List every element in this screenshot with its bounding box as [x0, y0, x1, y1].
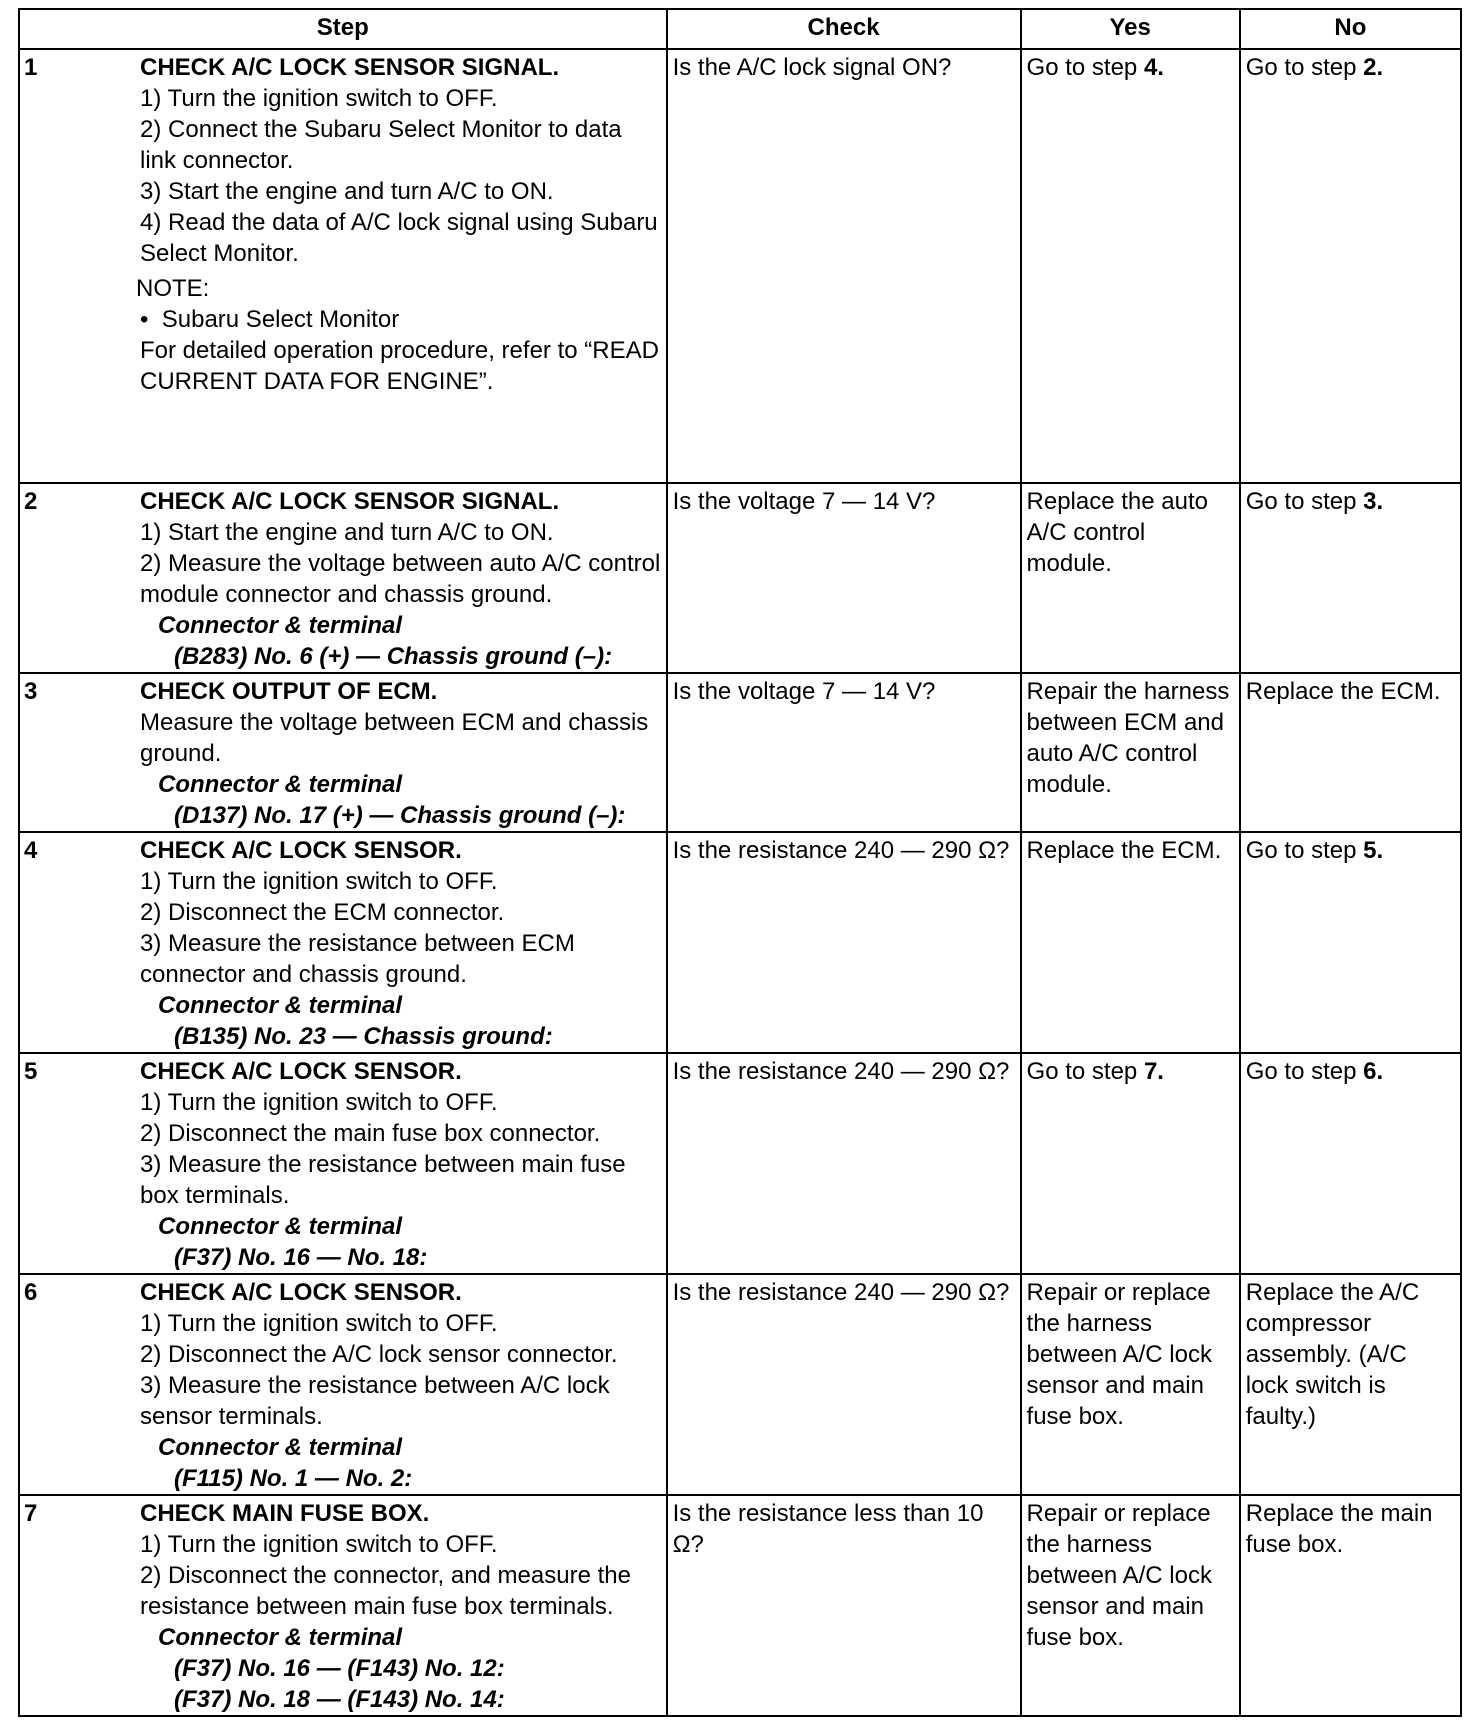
no-cell — [1240, 483, 1461, 673]
no-cell — [1240, 832, 1461, 1053]
yes-cell — [1021, 1274, 1240, 1495]
connector-terminal-value: (B283) No. 6 (+) — Chassis ground (–): — [174, 643, 613, 670]
check-cell: Is the resistance 240 — 290 Ω? — [667, 832, 1021, 1053]
connector-terminal-value: (D137) No. 17 (+) — Chassis ground (–): — [174, 802, 626, 829]
note-text: For detailed operation procedure, refer to “READ CURRENT DATA FOR ENGINE”. — [140, 337, 659, 395]
yes-text: Repair the harness between ECM and auto A/C control module. — [1026, 678, 1230, 798]
step-body — [140, 835, 661, 1052]
step-title: CHECK MAIN FUSE BOX. — [140, 1500, 430, 1527]
connector-terminal-value: (F115) No. 1 — No. 2: — [174, 1465, 413, 1492]
no-step-ref: 5. — [1363, 837, 1384, 864]
check-cell: Is the voltage 7 — 14 V? — [667, 483, 1021, 673]
note-bullet — [140, 304, 661, 335]
step-body — [140, 676, 661, 831]
step-instruction: 3) Measure the resistance between main fuse box terminals. — [140, 1151, 626, 1209]
step-title: CHECK A/C LOCK SENSOR SIGNAL. — [140, 488, 560, 515]
connector-terminal-label: Connector & terminal — [158, 1434, 403, 1461]
step-instruction: 1) Turn the ignition switch to OFF. — [140, 1531, 498, 1558]
connector-terminal-value: (F37) No. 16 — (F143) No. 12: — [174, 1655, 505, 1682]
header-yes: Yes — [1021, 9, 1240, 49]
no-step-ref: 3. — [1363, 488, 1384, 515]
header-check: Check — [667, 9, 1021, 49]
step-instruction: 2) Disconnect the main fuse box connector. — [140, 1120, 601, 1147]
yes-text: Replace the ECM. — [1026, 837, 1222, 864]
yes-cell — [1021, 673, 1240, 832]
connector-terminal-label: Connector & terminal — [158, 771, 403, 798]
step-body — [140, 1277, 661, 1494]
no-cell — [1240, 1495, 1461, 1716]
step-number: 6 — [24, 1279, 38, 1306]
step-instruction: 2) Measure the voltage between auto A/C control module connector and chassis ground. — [140, 550, 661, 608]
step-instruction: 1) Start the engine and turn A/C to ON. — [140, 519, 554, 546]
header-row — [19, 9, 1461, 49]
step-number: 5 — [24, 1058, 38, 1085]
step-cell — [19, 1495, 667, 1716]
no-cell — [1240, 1274, 1461, 1495]
table-row — [19, 1495, 1461, 1716]
step-body — [140, 1056, 661, 1273]
step-instruction: 3) Measure the resistance between ECM connector and chassis ground. — [140, 930, 575, 988]
no-cell — [1240, 1053, 1461, 1274]
step-cell — [19, 673, 667, 832]
step-instruction: 4) Read the data of A/C lock signal using Subaru Select Monitor. — [140, 209, 658, 267]
step-instruction: 2) Disconnect the A/C lock sensor connector. — [140, 1341, 618, 1368]
diagnostic-table — [18, 8, 1462, 1717]
header-step: Step — [19, 9, 667, 49]
note-bullet-text: Subaru Select Monitor — [161, 306, 400, 333]
connector-terminal-label: Connector & terminal — [158, 992, 403, 1019]
no-text: Replace the main fuse box. — [1245, 1500, 1433, 1558]
yes-step-ref: 4. — [1143, 54, 1164, 81]
no-text: Replace the A/C compressor assembly. (A/C lock switch is faulty.) — [1245, 1279, 1420, 1430]
no-text: Replace the ECM. — [1245, 678, 1441, 705]
step-title: CHECK OUTPUT OF ECM. — [140, 678, 438, 705]
yes-cell — [1021, 832, 1240, 1053]
table-row — [19, 1053, 1461, 1274]
check-cell: Is the resistance 240 — 290 Ω? — [667, 1053, 1021, 1274]
step-number: 3 — [24, 678, 38, 705]
no-step-ref: 6. — [1363, 1058, 1384, 1085]
check-cell: Is the resistance 240 — 290 Ω? — [667, 1274, 1021, 1495]
connector-terminal-label: Connector & terminal — [158, 1624, 403, 1651]
yes-text: Replace the auto A/C control module. — [1026, 488, 1208, 577]
no-cell — [1240, 673, 1461, 832]
step-cell — [19, 832, 667, 1053]
step-instruction: 3) Measure the resistance between A/C lock sensor terminals. — [140, 1372, 610, 1430]
step-number: 1 — [24, 54, 38, 81]
table-row — [19, 483, 1461, 673]
table-row — [19, 49, 1461, 483]
note-label: NOTE: — [136, 275, 210, 302]
table-row — [19, 673, 1461, 832]
yes-text: Go to step — [1026, 1058, 1144, 1085]
step-number: 2 — [24, 488, 38, 515]
step-title: CHECK A/C LOCK SENSOR SIGNAL. — [140, 54, 560, 81]
no-text: Go to step — [1245, 54, 1364, 81]
connector-terminal-value: (F37) No. 16 — No. 18: — [174, 1244, 428, 1271]
step-cell — [19, 1053, 667, 1274]
step-instruction: 1) Turn the ignition switch to OFF. — [140, 1310, 498, 1337]
table-row — [19, 1274, 1461, 1495]
step-body — [136, 52, 661, 397]
no-cell — [1240, 49, 1461, 483]
no-step-ref: 2. — [1363, 54, 1384, 81]
step-instruction: 2) Disconnect the ECM connector. — [140, 899, 505, 926]
yes-cell — [1021, 1495, 1240, 1716]
step-instruction: 2) Connect the Subaru Select Monitor to data link connector. — [140, 116, 622, 174]
step-instruction: 3) Start the engine and turn A/C to ON. — [140, 178, 554, 205]
connector-terminal-label: Connector & terminal — [158, 1213, 403, 1240]
yes-text: Go to step — [1026, 54, 1144, 81]
check-cell: Is the voltage 7 — 14 V? — [667, 673, 1021, 832]
no-text: Go to step — [1245, 837, 1364, 864]
step-body — [140, 1498, 661, 1715]
connector-terminal-value: (B135) No. 23 — Chassis ground: — [174, 1023, 553, 1050]
step-number: 7 — [24, 1500, 38, 1527]
step-body — [140, 486, 661, 672]
step-cell — [19, 49, 667, 483]
step-cell — [19, 1274, 667, 1495]
header-no: No — [1240, 9, 1461, 49]
check-cell: Is the A/C lock signal ON? — [667, 49, 1021, 483]
yes-cell — [1021, 483, 1240, 673]
yes-text: Repair or replace the harness between A/C lock sensor and main fuse box. — [1026, 1279, 1212, 1430]
step-title: CHECK A/C LOCK SENSOR. — [140, 837, 462, 864]
yes-cell — [1021, 49, 1240, 483]
step-instruction: 1) Turn the ignition switch to OFF. — [140, 85, 498, 112]
connector-terminal-label: Connector & terminal — [158, 612, 403, 639]
step-instruction: 1) Turn the ignition switch to OFF. — [140, 868, 498, 895]
check-cell: Is the resistance less than 10 Ω? — [667, 1495, 1021, 1716]
table-row — [19, 832, 1461, 1053]
no-text: Go to step — [1245, 1058, 1364, 1085]
connector-terminal-value: (F37) No. 18 — (F143) No. 14: — [174, 1686, 505, 1713]
yes-cell — [1021, 1053, 1240, 1274]
step-cell — [19, 483, 667, 673]
no-text: Go to step — [1245, 488, 1364, 515]
yes-text: Repair or replace the harness between A/C lock sensor and main fuse box. — [1026, 1500, 1212, 1651]
step-instruction: 2) Disconnect the connector, and measure the resistance between main fuse box terminals. — [140, 1562, 631, 1620]
step-title: CHECK A/C LOCK SENSOR. — [140, 1279, 462, 1306]
step-number: 4 — [24, 837, 38, 864]
yes-step-ref: 7. — [1143, 1058, 1164, 1085]
step-instruction: Measure the voltage between ECM and chassis ground. — [140, 709, 649, 767]
step-instruction: 1) Turn the ignition switch to OFF. — [140, 1089, 498, 1116]
step-title: CHECK A/C LOCK SENSOR. — [140, 1058, 462, 1085]
